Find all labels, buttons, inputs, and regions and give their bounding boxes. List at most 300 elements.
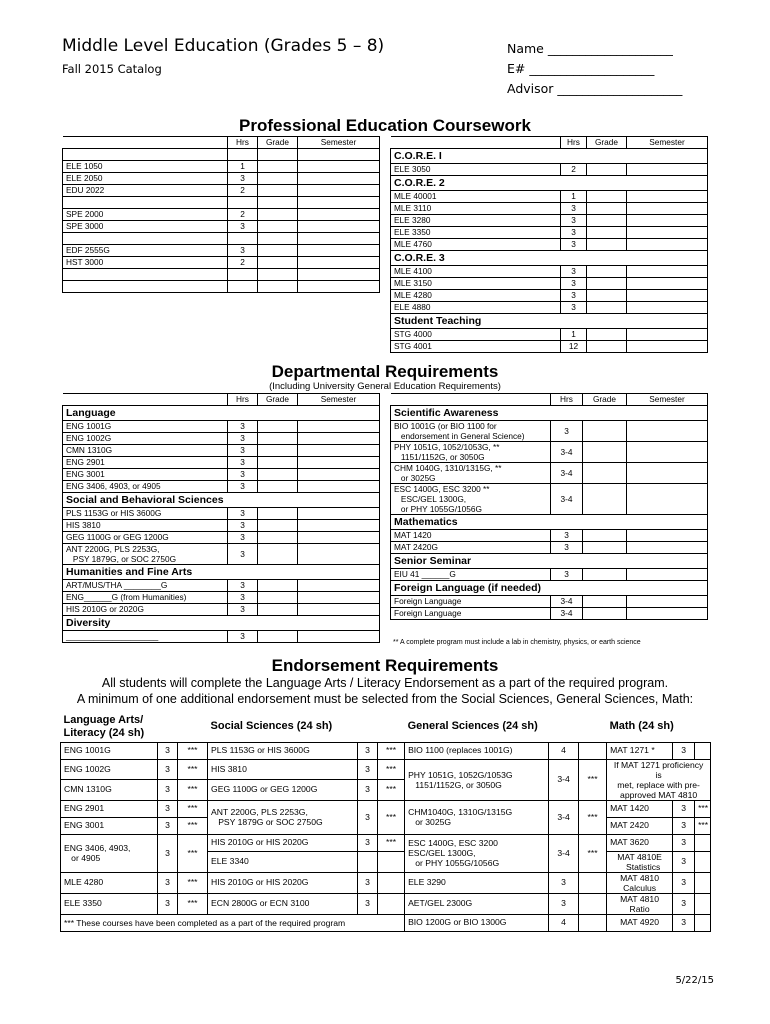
course-hours: 3 [561, 290, 587, 302]
grade-header: Grade [258, 137, 298, 149]
course-code: PHY 1051G, 1052G/1053G [408, 769, 513, 780]
grade-header: Grade [258, 394, 298, 406]
course-row [391, 530, 708, 542]
course-code: HIS 3810 [63, 520, 228, 532]
course-row [63, 592, 380, 604]
empty-cell [378, 872, 405, 893]
grade-cell[interactable] [258, 604, 298, 616]
course-code: CMN 1310G [63, 445, 228, 457]
semester-cell[interactable] [627, 302, 708, 314]
grade-cell[interactable] [587, 191, 627, 203]
course-code: EDF 2555G [63, 245, 228, 257]
hrs-header: Hrs [228, 137, 258, 149]
dept-left-table [62, 393, 380, 643]
course-code [63, 149, 228, 161]
completed-marker: *** [378, 800, 405, 834]
prof-section-title: Professional Education Coursework [239, 116, 531, 135]
course-row [391, 329, 708, 341]
course-hours: 2 [228, 209, 258, 221]
semester-cell[interactable] [298, 433, 380, 445]
course-hours: 3 [551, 421, 583, 442]
semester-cell[interactable] [627, 569, 708, 581]
course-code: ELE 3050 [391, 164, 561, 176]
group-header [63, 406, 380, 421]
table-cell: AET/GEL 2300G [405, 893, 549, 914]
semester-cell[interactable] [298, 520, 380, 532]
endorse-header [61, 712, 711, 742]
grade-cell[interactable] [258, 209, 298, 221]
prof-left-table [62, 136, 380, 293]
course-row [63, 149, 380, 161]
table-cell: MLE 4280 [61, 872, 158, 893]
table-cell: MAT 1420 [607, 800, 673, 817]
course-hours: 3 [561, 239, 587, 251]
core-1-heading: C.O.R.E. I [391, 149, 708, 164]
core-2-heading: C.O.R.E. 2 [391, 176, 708, 191]
course-hours: 3 [551, 569, 583, 581]
course-code: MAT 4810E [617, 851, 662, 862]
group-header [391, 314, 708, 329]
course-code: ENG 2901 [63, 457, 228, 469]
course-code: ENG 3406, 4903, [64, 843, 131, 853]
course-hours: 3 [228, 469, 258, 481]
course-hours: 1 [561, 329, 587, 341]
semester-cell[interactable] [298, 421, 380, 433]
course-row [63, 544, 380, 565]
semester-cell[interactable] [627, 421, 708, 442]
catalog-label: Fall 2015 Catalog [62, 62, 162, 76]
course-hours: 3 [561, 203, 587, 215]
grade-cell[interactable] [587, 239, 627, 251]
grade-cell[interactable] [258, 544, 298, 565]
completed-marker: *** [178, 893, 208, 914]
completed-marker: *** [378, 834, 405, 851]
course-row [391, 266, 708, 278]
ss-header: Social Sciences (24 sh) [210, 720, 333, 733]
grade-cell[interactable] [258, 592, 298, 604]
table-cell [607, 742, 673, 759]
grade-cell[interactable] [583, 608, 627, 620]
completed-marker: *** [695, 800, 711, 817]
completed-marker: *** [378, 742, 405, 759]
grade-cell[interactable] [258, 185, 298, 197]
course-hours: 3-4 [551, 442, 583, 463]
group-header [391, 581, 708, 596]
semester-cell[interactable] [627, 191, 708, 203]
empty-cell [695, 834, 711, 851]
course-row [63, 257, 380, 269]
course-code: STG 4000 [391, 329, 561, 341]
semester-cell[interactable] [627, 278, 708, 290]
course-hours: 3 [228, 604, 258, 616]
course-code: MLE 4280 [391, 290, 561, 302]
course-code: If MAT 1271 proficiency is [613, 759, 704, 780]
enumber-field[interactable]: E# ____________________ [507, 61, 655, 76]
table-cell: 3 [158, 780, 178, 801]
grade-cell[interactable] [583, 596, 627, 608]
grade-cell[interactable] [587, 164, 627, 176]
semester-cell[interactable] [627, 329, 708, 341]
grade-cell[interactable] [258, 481, 298, 493]
completed-marker: *** [695, 817, 711, 834]
empty-cell [695, 851, 711, 872]
course-code: MLE 40001 [391, 191, 561, 203]
grade-cell[interactable] [258, 631, 298, 643]
semester-cell[interactable] [298, 221, 380, 233]
grade-cell[interactable] [258, 161, 298, 173]
table-cell: BIO 1100 (replaces 1001G) [405, 742, 549, 759]
course-code: MLE 3150 [391, 278, 561, 290]
semester-cell[interactable] [627, 215, 708, 227]
semester-cell[interactable] [298, 209, 380, 221]
semester-header: Semester [627, 137, 708, 149]
course-hours: 3 [561, 215, 587, 227]
grade-cell[interactable] [258, 445, 298, 457]
empty-cell [579, 914, 607, 931]
course-hours: 3-4 [551, 463, 583, 484]
table-cell [391, 442, 551, 463]
semester-cell[interactable] [627, 203, 708, 215]
course-code: MAT 1420 [391, 530, 551, 542]
grade-header: Grade [583, 394, 627, 406]
empty-cell [695, 742, 711, 759]
course-row [391, 484, 708, 515]
completed-marker: *** [579, 800, 607, 834]
group-header [63, 616, 380, 631]
course-row [391, 341, 708, 353]
course-row [391, 421, 708, 442]
table-cell: CMN 1310G [61, 780, 158, 801]
semester-cell[interactable] [298, 445, 380, 457]
semester-cell[interactable] [298, 544, 380, 565]
table-cell [208, 800, 358, 834]
completed-marker: *** [378, 780, 405, 801]
empty-cell [695, 893, 711, 914]
semester-cell[interactable] [627, 542, 708, 554]
course-row [391, 463, 708, 484]
endorse-intro-2: A minimum of one additional endorsement must be selected from the Social Sciences, General Sciences, Math: [76, 692, 694, 706]
table-cell [405, 759, 549, 800]
grade-cell[interactable] [258, 197, 298, 209]
semester-cell[interactable] [627, 442, 708, 463]
semester-cell[interactable] [298, 631, 380, 643]
course-row [63, 481, 380, 493]
course-row [63, 604, 380, 616]
semester-cell[interactable] [298, 257, 380, 269]
table-cell: 3 [158, 872, 178, 893]
grade-cell[interactable] [583, 530, 627, 542]
course-row [63, 457, 380, 469]
table-cell: 3 [673, 834, 695, 851]
semester-cell[interactable] [627, 341, 708, 353]
humanities-heading: Humanities and Fine Arts [63, 565, 380, 580]
course-row [391, 542, 708, 554]
language-heading: Language [63, 406, 380, 421]
course-row [63, 221, 380, 233]
table-cell: 3 [358, 759, 378, 780]
grade-cell[interactable] [583, 442, 627, 463]
grade-header: Grade [587, 137, 627, 149]
course-row [391, 608, 708, 620]
semester-cell[interactable] [298, 185, 380, 197]
course-code: Statistics [625, 861, 661, 872]
course-hours: 3 [561, 227, 587, 239]
grade-cell[interactable] [258, 269, 298, 281]
course-hours: 3-4 [551, 596, 583, 608]
semester-cell[interactable] [627, 596, 708, 608]
semester-cell[interactable] [298, 197, 380, 209]
course-hours: 3 [228, 245, 258, 257]
course-code: or 3025G [400, 473, 436, 483]
course-code: MLE 4760 [391, 239, 561, 251]
grade-cell[interactable] [587, 227, 627, 239]
semester-cell[interactable] [298, 245, 380, 257]
course-hours: 3-4 [551, 608, 583, 620]
endorse-intro-1: All students will complete the Language Arts / Literacy Endorsement as a part of the required program. [101, 676, 669, 690]
course-code: 1151/1152G, or 3050G [400, 452, 485, 462]
grade-cell[interactable] [258, 520, 298, 532]
course-code: CHM 1040G, 1310/1315G, ** [394, 463, 502, 473]
semester-cell[interactable] [298, 481, 380, 493]
course-code: PSY 1879G or SOC 2750G [218, 817, 323, 827]
dept-note: (Including University General Education Requirements) [269, 381, 501, 392]
table-cell: ENG 1001G [61, 742, 158, 759]
completed-marker: *** [178, 759, 208, 780]
course-hours: 3 [228, 532, 258, 544]
grade-cell[interactable] [587, 215, 627, 227]
hrs-header: Hrs [228, 394, 258, 406]
grade-cell[interactable] [258, 580, 298, 592]
course-code: HST 3000 [63, 257, 228, 269]
table-cell [405, 834, 549, 872]
grade-cell[interactable] [258, 233, 298, 245]
grade-cell[interactable] [258, 245, 298, 257]
course-hours: 2 [228, 257, 258, 269]
course-code: GEG 1100G or GEG 1200G [63, 532, 228, 544]
course-code: MAT 4810 [620, 872, 659, 883]
math-heading: Mathematics [391, 515, 708, 530]
completed-marker: *** [178, 817, 208, 834]
course-hours: 12 [561, 341, 587, 353]
semester-cell[interactable] [298, 604, 380, 616]
course-row [63, 631, 380, 643]
grade-cell[interactable] [258, 433, 298, 445]
table-row [61, 893, 711, 914]
table-row [61, 914, 711, 931]
endorse-section-title: Endorsement Requirements [271, 656, 499, 675]
grade-cell[interactable] [258, 532, 298, 544]
advisor-field[interactable]: Advisor ____________________ [507, 81, 683, 96]
semester-cell[interactable] [627, 530, 708, 542]
la-header [61, 712, 208, 742]
semester-cell[interactable] [298, 233, 380, 245]
grade-cell[interactable] [258, 508, 298, 520]
course-code: ENG______G (from Humanities) [63, 592, 228, 604]
table-cell: MAT 4920 [607, 914, 673, 931]
course-code: EDU 2022 [63, 185, 228, 197]
course-row [63, 173, 380, 185]
course-hours: 3 [561, 278, 587, 290]
course-hours: 3 [561, 266, 587, 278]
course-code: approved MAT 4810 [620, 789, 698, 800]
grade-cell[interactable] [258, 421, 298, 433]
table-cell: 3 [549, 872, 579, 893]
semester-cell[interactable] [627, 266, 708, 278]
course-code: ESC/GEL 1300G, [408, 848, 476, 858]
course-code: ELE 3280 [391, 215, 561, 227]
revision-date: 5/22/15 [675, 975, 714, 986]
table-cell: 3 [158, 759, 178, 780]
empty-cell [695, 872, 711, 893]
course-row [63, 508, 380, 520]
course-code: MLE 4100 [391, 266, 561, 278]
table-cell: 3 [358, 800, 378, 834]
table-cell [607, 872, 673, 893]
semester-header: Semester [298, 137, 380, 149]
semester-cell[interactable] [298, 457, 380, 469]
course-code: PSY 1879G, or SOC 2750G [72, 554, 177, 564]
course-code: ____________________ [63, 631, 228, 643]
semester-cell[interactable] [627, 484, 708, 515]
table-cell [391, 484, 551, 515]
course-code: ESC/GEL 1300G, [400, 494, 467, 504]
star-marker: * [651, 745, 655, 755]
table-cell: 3 [549, 893, 579, 914]
foreign-language-heading: Foreign Language (if needed) [391, 581, 708, 596]
grade-cell[interactable] [583, 484, 627, 515]
course-hours: 3 [228, 631, 258, 643]
grade-cell[interactable] [587, 266, 627, 278]
grade-cell[interactable] [587, 278, 627, 290]
semester-cell[interactable] [298, 281, 380, 293]
course-code: MAT 2420G [391, 542, 551, 554]
semester-cell[interactable] [298, 269, 380, 281]
semester-cell[interactable] [627, 463, 708, 484]
semester-cell[interactable] [298, 580, 380, 592]
table-cell: 3 [673, 817, 695, 834]
science-heading: Scientific Awareness [391, 406, 708, 421]
semester-cell[interactable] [627, 608, 708, 620]
semester-cell[interactable] [298, 149, 380, 161]
hrs-header: Hrs [551, 394, 583, 406]
semester-cell[interactable] [627, 239, 708, 251]
table-cell [405, 800, 549, 834]
course-row [63, 469, 380, 481]
course-hours: 1 [228, 161, 258, 173]
grade-cell[interactable] [258, 469, 298, 481]
grade-cell[interactable] [583, 463, 627, 484]
completed-marker: *** [378, 759, 405, 780]
grade-cell[interactable] [258, 149, 298, 161]
course-code: ART/MUS/THA ________G [63, 580, 228, 592]
table-cell: 3 [358, 742, 378, 759]
empty-cell [358, 851, 378, 872]
course-code: ELE 4880 [391, 302, 561, 314]
completed-marker: *** [178, 800, 208, 817]
semester-cell[interactable] [298, 161, 380, 173]
grade-cell[interactable] [587, 302, 627, 314]
grade-cell[interactable] [583, 569, 627, 581]
table-cell [63, 544, 228, 565]
course-code: MAT 1271 [610, 745, 649, 755]
semester-cell[interactable] [627, 227, 708, 239]
course-code: HIS 2010G or 2020G [63, 604, 228, 616]
grade-cell[interactable] [587, 290, 627, 302]
course-code: or PHY 1055G/1056G [400, 504, 482, 514]
semester-cell[interactable] [298, 592, 380, 604]
grade-cell[interactable] [258, 281, 298, 293]
name-field[interactable]: Name ____________________ [507, 41, 673, 56]
table-cell: 3 [158, 800, 178, 817]
table-cell: ELE 3340 [208, 851, 358, 872]
course-code: ANT 2200G, PLS 2253G, [66, 544, 160, 554]
course-code: EIU 41 ______G [391, 569, 551, 581]
grade-cell[interactable] [587, 341, 627, 353]
semester-cell[interactable] [298, 508, 380, 520]
course-row [391, 215, 708, 227]
grade-cell[interactable] [587, 203, 627, 215]
grade-cell[interactable] [583, 421, 627, 442]
table-cell: 3 [673, 800, 695, 817]
course-code: ELE 3350 [391, 227, 561, 239]
semester-cell[interactable] [627, 164, 708, 176]
core-3-heading: C.O.R.E. 3 [391, 251, 708, 266]
semester-cell[interactable] [298, 173, 380, 185]
semester-cell[interactable] [627, 290, 708, 302]
course-row [391, 442, 708, 463]
grade-cell[interactable] [258, 257, 298, 269]
course-hours: 3 [228, 592, 258, 604]
empty-cell [378, 851, 405, 872]
dept-right-table [390, 393, 708, 620]
course-code: or 4905 [71, 853, 101, 863]
table-cell: 3 [158, 742, 178, 759]
course-hours: 3 [228, 173, 258, 185]
course-hours: 3 [228, 445, 258, 457]
course-row [63, 532, 380, 544]
table-cell: 3 [158, 817, 178, 834]
course-code: PLS 1153G or HIS 3600G [63, 508, 228, 520]
grade-cell[interactable] [258, 221, 298, 233]
table-cell: BIO 1200G or BIO 1300G [405, 914, 549, 931]
grade-cell[interactable] [587, 329, 627, 341]
course-hours: 3 [551, 530, 583, 542]
semester-cell[interactable] [298, 469, 380, 481]
table-cell: 3 [673, 851, 695, 872]
group-header [391, 554, 708, 569]
table-cell: 3 [673, 914, 695, 931]
grade-cell[interactable] [258, 173, 298, 185]
table-cell: 3 [358, 780, 378, 801]
group-header [391, 515, 708, 530]
table-row [61, 834, 711, 851]
course-hours [228, 149, 258, 161]
semester-cell[interactable] [298, 532, 380, 544]
group-header [63, 565, 380, 580]
course-code: Foreign Language [391, 596, 551, 608]
course-hours: 3 [228, 508, 258, 520]
grade-cell[interactable] [258, 457, 298, 469]
table-cell: HIS 2010G or HIS 2020G [208, 872, 358, 893]
senior-seminar-heading: Senior Seminar [391, 554, 708, 569]
endorse-footnote: *** These courses have been completed as a part of the required program [61, 914, 405, 931]
completed-marker: *** [579, 834, 607, 872]
course-code: PHY 1051G, 1052/1053G, ** [394, 442, 500, 452]
grade-cell[interactable] [583, 542, 627, 554]
course-code: BIO 1001G (or BIO 1100 for [394, 421, 497, 431]
table-cell: PLS 1153G or HIS 3600G [208, 742, 358, 759]
course-code: ESC 1400G, ESC 3200 ** [394, 484, 490, 494]
